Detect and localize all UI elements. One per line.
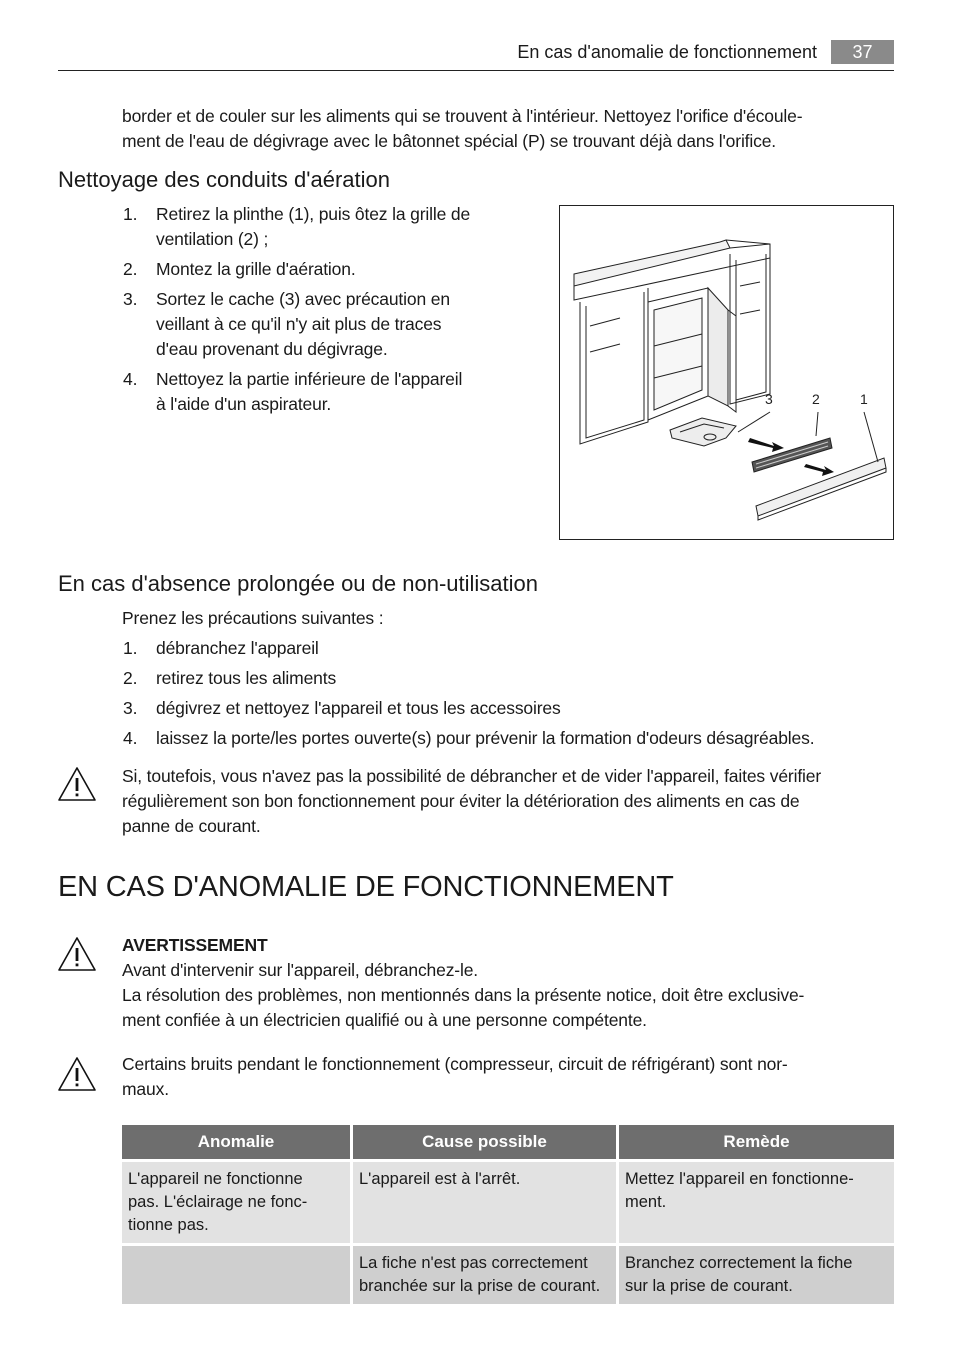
- table-row: [122, 1162, 894, 1243]
- heading-vent-cleaning: Nettoyage des conduits d'aération: [58, 167, 390, 192]
- step-number: 1.: [123, 638, 138, 658]
- cell-line: L'appareil est à l'arrêt.: [359, 1170, 521, 1188]
- heading-prolonged-absence: En cas d'absence prolongée ou de non-utilisation: [58, 571, 538, 596]
- cell-anomalie: [122, 1246, 350, 1304]
- noise-note-line-2: maux.: [122, 1079, 169, 1099]
- warning-line-2: La résolution des problèmes, non mentionnés dans la présente notice, doit être exclusive-: [122, 985, 805, 1005]
- cell-line: L'appareil ne fonctionne: [128, 1170, 303, 1188]
- col-header-cause: Cause possible: [353, 1125, 616, 1159]
- header-rule: [58, 70, 894, 71]
- cell-line: ment.: [625, 1193, 667, 1211]
- step-text-line: ventilation (2) ;: [156, 229, 269, 249]
- noise-note-line-1: Certains bruits pendant le fonctionnement (compresseur, circuit de réfrigérant) sont nor-: [122, 1054, 788, 1074]
- figure-label-2: 2: [812, 391, 820, 407]
- cell-cause: [353, 1246, 616, 1304]
- table-row: [122, 1246, 894, 1304]
- step-number: 1.: [123, 204, 138, 224]
- table-header-row: [122, 1125, 894, 1159]
- intro-line-1: border et de couler sur les aliments qui se trouvent à l'intérieur. Nettoyez l'orifice d'écoule-: [122, 106, 803, 126]
- col-header-anomalie: Anomalie: [122, 1125, 350, 1159]
- absence-warning-line-3: panne de courant.: [122, 816, 261, 836]
- step-text-line: Retirez la plinthe (1), puis ôtez la grille de: [156, 204, 471, 224]
- intro-line-2: ment de l'eau de dégivrage avec le bâtonnet spécial (P) se trouvant déjà dans l'orifice.: [122, 131, 777, 151]
- cell-line: La fiche n'est pas correctement: [359, 1254, 588, 1272]
- warning-title: AVERTISSEMENT: [122, 935, 268, 955]
- absence-lead: Prenez les précautions suivantes :: [122, 608, 384, 628]
- cell-remede: [619, 1162, 894, 1243]
- warning-icon: [57, 1056, 97, 1092]
- step-text: débranchez l'appareil: [156, 638, 319, 658]
- warning-icon: [57, 936, 97, 972]
- absence-warning-line-1: Si, toutefois, vous n'avez pas la possibilité de débrancher et de vider l'appareil, faites vérifier: [122, 766, 822, 786]
- appliance-drawing: [560, 206, 893, 539]
- cell-line: pas. L'éclairage ne fonc-: [128, 1193, 308, 1211]
- step-text-line: Sortez le cache (3) avec précaution en: [156, 289, 450, 309]
- cell-line: branchée sur la prise de courant.: [359, 1277, 601, 1295]
- step-number: 3.: [123, 289, 138, 309]
- step-text-line: veillant à ce qu'il n'y ait plus de traces: [156, 314, 442, 334]
- absence-warning-line-2: régulièrement son bon fonctionnement pour éviter la détérioration des aliments en cas de: [122, 791, 800, 811]
- figure-label-3: 3: [765, 391, 773, 407]
- step-number: 3.: [123, 698, 138, 718]
- step-text: retirez tous les aliments: [156, 668, 337, 688]
- step-text-line: Montez la grille d'aération.: [156, 259, 356, 279]
- warning-icon: [57, 766, 97, 802]
- cell-anomalie: [122, 1162, 350, 1243]
- cell-line: Branchez correctement la fiche: [625, 1254, 853, 1272]
- cell-line: Mettez l'appareil en fonctionne-: [625, 1170, 854, 1188]
- warning-line-3: ment confiée à un électricien qualifié ou à une personne compétente.: [122, 1010, 647, 1030]
- cell-line: tionne pas.: [128, 1216, 209, 1234]
- step-number: 4.: [123, 728, 138, 748]
- step-text-line: à l'aide d'un aspirateur.: [156, 394, 332, 414]
- warning-line-1: Avant d'intervenir sur l'appareil, débranchez-le.: [122, 960, 479, 980]
- heading-malfunction: EN CAS D'ANOMALIE DE FONCTIONNEMENT: [58, 871, 674, 903]
- col-header-remede: Remède: [619, 1125, 894, 1159]
- troubleshooting-table: [119, 1122, 897, 1307]
- cell-remede: [619, 1246, 894, 1304]
- cell-line: sur la prise de courant.: [625, 1277, 793, 1295]
- running-header-title: En cas d'anomalie de fonctionnement: [517, 42, 817, 62]
- step-number: 4.: [123, 369, 138, 389]
- page-number: 37: [831, 40, 894, 64]
- step-number: 2.: [123, 668, 138, 688]
- step-text: dégivrez et nettoyez l'appareil et tous les accessoires: [156, 698, 561, 718]
- step-text-line: Nettoyez la partie inférieure de l'appareil: [156, 369, 463, 389]
- step-text-line: d'eau provenant du dégivrage.: [156, 339, 388, 359]
- step-number: 2.: [123, 259, 138, 279]
- vent-cleaning-illustration: [559, 205, 894, 540]
- figure-label-1: 1: [860, 391, 868, 407]
- cell-cause: [353, 1162, 616, 1243]
- step-text: laissez la porte/les portes ouverte(s) pour prévenir la formation d'odeurs désagréables.: [156, 728, 815, 748]
